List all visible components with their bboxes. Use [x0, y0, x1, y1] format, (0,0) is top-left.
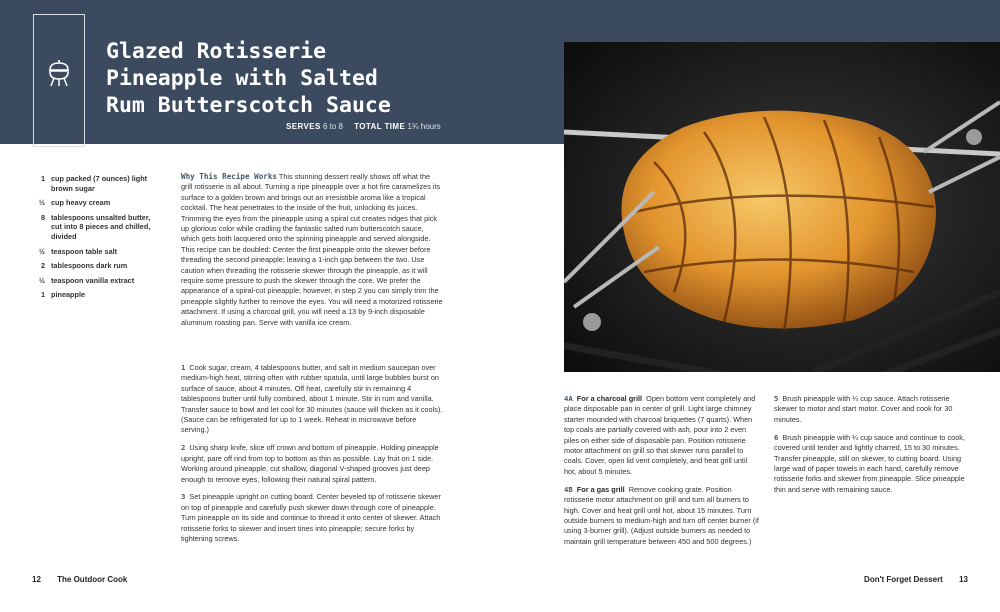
ingredient-text: teaspoon vanilla extract	[51, 275, 135, 285]
step	[774, 433, 970, 495]
step-text: Open bottom vent completely and place disposable pan in center of grill. Light large chimney starter mounded with charcoal briquettes (7 quarts). When top coals are partially covered with ash, pour into 2 even piles on either side of disposable pan. Position rotisserie motor attachment on grill so that skewer runs parallel to coals. Cover, open lid vent completely, and heat grill until hot, about 5 minutes.	[564, 394, 756, 476]
title-line: Rum Butterscotch Sauce	[106, 93, 391, 118]
steps-right-column	[774, 394, 970, 503]
chapter-title: Don't Forget Dessert	[864, 575, 943, 584]
ingredient-qty: ½	[38, 198, 45, 208]
total-time-label: TOTAL TIME	[354, 122, 406, 131]
step-number: 1	[181, 363, 186, 372]
step-number: 5	[774, 394, 779, 403]
step	[181, 443, 443, 485]
ingredient-qty: 1	[40, 290, 45, 300]
kettle-grill-icon	[47, 59, 71, 87]
step-text: Brush pineapple with ¼ cup sauce and continue to cook, covered until tender and lightly charred, 15 to 30 minutes. Transfer pineapple, still on skewer, to cutting board. Using large wad of paper towels in each hand, carefully remove rotisserie forks and skewer from pineapple. Slice pineapple thin and serve with remaining sauce.	[774, 432, 965, 494]
page-number: 13	[959, 575, 968, 584]
page-number: 12	[32, 575, 41, 584]
step-number: 4B	[564, 484, 573, 494]
ingredient-text: tablespoons dark rum	[51, 261, 128, 271]
steps-middle-column	[564, 394, 760, 555]
ingredient-text: tablespoons unsalted butter, cut into 8 pieces and chilled, divided	[51, 212, 151, 241]
ingredient-text: teaspoon table salt	[51, 246, 118, 256]
ingredient-item	[30, 174, 158, 193]
ingredient-qty: 2	[40, 261, 45, 271]
why-heading: Why This Recipe Works	[181, 172, 278, 181]
ingredient-text: cup heavy cream	[51, 198, 111, 208]
ingredient-qty: ½	[38, 275, 45, 285]
why-this-recipe-works	[181, 172, 443, 328]
step	[181, 363, 443, 436]
step	[564, 394, 760, 477]
steps-left-column	[181, 363, 443, 552]
ingredient-item	[30, 261, 158, 271]
title-line: Pineapple with Salted	[106, 66, 378, 91]
serves-and-time	[286, 122, 441, 131]
ingredient-item	[30, 290, 158, 300]
step-number: 4A	[564, 394, 573, 403]
step-number: 2	[181, 443, 186, 453]
ingredient-item	[30, 198, 158, 208]
ingredient-list	[30, 174, 158, 305]
ingredient-item	[30, 247, 158, 257]
ingredient-qty: ½	[38, 246, 45, 256]
step-text: Brush pineapple with ¼ cup sauce. Attach rotisserie skewer to motor and start motor. Cover and cook for 30 minutes.	[774, 394, 953, 424]
step-text: Using sharp knife, slice off crown and bottom of pineapple. Holding pineapple upright, pare off rind from top to bottom as thin as possible. Lay fruit on 1 side. Working around pineapple, cut shallow, diagonal V-shaped grooves just deep enough to remove eyes, following their natural spiral pattern.	[181, 443, 439, 484]
total-time-value: 1¾ hours	[407, 122, 441, 131]
step	[181, 492, 443, 544]
photo-illustration	[564, 42, 1000, 372]
pineapple-photo	[564, 42, 1000, 372]
step-number: 6	[774, 432, 779, 442]
footer-right	[864, 575, 968, 584]
ingredient-qty: 8	[40, 212, 45, 222]
ingredient-item	[30, 276, 158, 286]
serves-value: 6 to 8	[322, 122, 343, 131]
step-text: Remove cooking grate. Position rotisserie motor attachment on grill and turn all burners to high. Cover and heat grill until hot, about 15 minutes. Turn outside burners to medium-high and turn off center burner (if using 3-burner grill). (Adjust outside burners as needed to maintain grill temperature between 450 and 500 degrees.)	[564, 484, 759, 546]
step-text: Set pineapple upright on cutting board. Center beveled tip of rotisserie skewer on top of pineapple and carefully push skewer down through core of pineapple. Turn pineapple on its side and continue to thread it onto center of skewer. Attach rotisserie forks to skewer and insert tines into pineapple; secure forks by tightening screws.	[181, 492, 441, 544]
book-title: The Outdoor Cook	[57, 575, 128, 584]
step	[774, 394, 970, 425]
ingredient-qty: 1	[40, 174, 45, 183]
ingredient-text: cup packed (7 ounces) light brown sugar	[51, 174, 148, 193]
footer-left	[32, 575, 127, 584]
step-number: 3	[181, 492, 186, 502]
why-body: This stunning dessert really shows off what the grill rotisserie is all about. Turning a ripe pineapple over a hot fire caramelizes its surface to a golden brown and brings out an irresistible aroma like a tropical cocktail. The heat penetrates to the inside of the fruit, unlocking its juices. Trimming the eyes from the pineapple using a spiral cut creates ridges that pick up glorious color while cradling the fantastic salted rum butterscotch sauce, which gets both lacquered onto the spinning pineapple and served alongside. This recipe can be doubled: Center the first pineapple onto the skewer before threading the second pineapple; leaving a 1-inch gap between the two. Use caution when threading the rotisserie skewer through the pineapple, as it will require some pressure to push the skewer through the core. We prefer the appearance of a spiral-cut pineapple; however, in step 2 you can simply trim the pineapple slightly further to remove the eyes. You will need a motorized rotisserie attachment. If using a charcoal grill, you will need a 13 by 9-inch disposable aluminum roasting pan. Serve with vanilla ice cream.	[181, 172, 443, 327]
title-line: Glazed Rotisserie	[106, 39, 327, 64]
ingredient-item	[30, 213, 158, 242]
step-label: For a gas grill	[576, 484, 625, 494]
ingredient-text: pineapple	[51, 290, 86, 300]
step-label: For a charcoal grill	[576, 394, 643, 403]
icon-frame	[33, 14, 85, 147]
serves-label: SERVES	[286, 122, 321, 131]
recipe-title	[106, 38, 546, 119]
step-text: Cook sugar, cream, 4 tablespoons butter, and salt in medium saucepan over medium-high heat, stirring often with rubber spatula, until large bubbles burst on surface of sauce, about 4 minutes. Off heat, carefully stir in remaining 4 tablespoons butter until fully combined, about 1 minute. Stir in rum and vanilla. Transfer sauce to bowl and let cool for 30 minutes (sauce will thicken as it cools). (Sauce can be refrigerated for up to 1 week. Reheat in microwave before serving.)	[181, 363, 443, 435]
step	[564, 485, 760, 547]
